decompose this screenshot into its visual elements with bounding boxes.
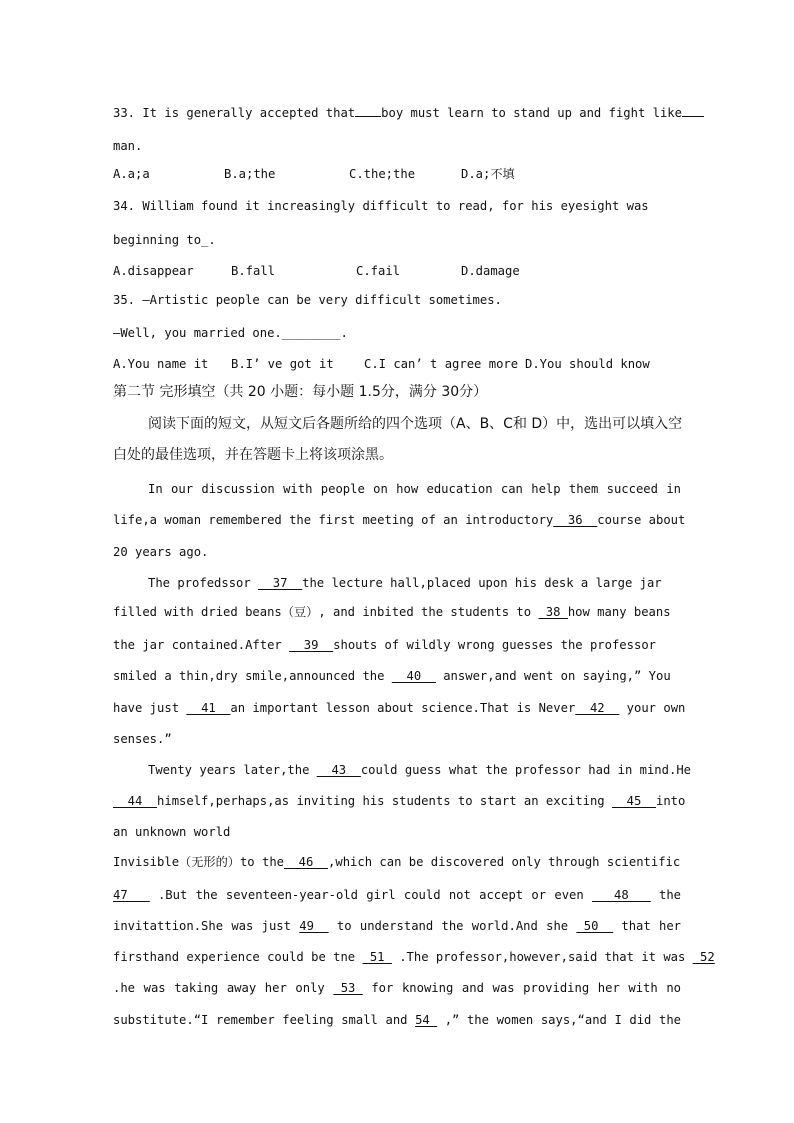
q35-blank[interactable]: ________ xyxy=(281,326,341,340)
passage-text: firsthand experience could be tne xyxy=(113,950,356,964)
passage-text: to understand the world.And she xyxy=(336,919,569,933)
blank-48[interactable]: ___48___ xyxy=(592,888,651,902)
q33-option-a[interactable]: A.a;a xyxy=(113,167,150,181)
section-title: 第二节 完形填空（共 20 小题：每小题 1.5分，满分 30分） xyxy=(113,384,488,400)
passage-text: the xyxy=(658,888,681,902)
passage-line: 20 years ago. xyxy=(113,545,209,559)
passage-line xyxy=(113,918,681,934)
blank-40[interactable]: __40__ xyxy=(391,669,436,683)
passage-text: Invisible（无形的）to the xyxy=(113,855,284,869)
section-instruction-line1: 阅读下面的短文，从短文后各题所给的四个选项（A、B、C和 D）中，选出可以填入空 xyxy=(148,416,683,432)
blank-49[interactable]: 49__ xyxy=(299,919,329,933)
q35-option-c[interactable]: C.I can’ t agree more xyxy=(364,357,519,371)
passage-text: that her xyxy=(621,919,682,933)
q33-option-d[interactable]: D.a;不填 xyxy=(461,167,515,181)
blank-50[interactable]: _50__ xyxy=(576,919,614,933)
q33-option-c[interactable]: C.the;the xyxy=(349,167,416,181)
blank-45[interactable]: __45__ xyxy=(611,794,656,808)
passage-text: your own xyxy=(626,701,686,715)
blank-54[interactable]: 54_ xyxy=(415,1013,438,1027)
passage-line xyxy=(113,637,681,653)
passage-text: have just xyxy=(113,701,180,715)
passage-text: course about xyxy=(597,513,686,527)
passage-text: Twenty years later,the xyxy=(148,763,310,777)
blank-36[interactable]: __36__ xyxy=(553,513,598,527)
passage-line xyxy=(113,980,681,996)
passage-text: .he was taking away her only xyxy=(113,981,325,995)
passage-text: substitute.“I remember feeling small and xyxy=(113,1013,408,1027)
q34-stem-line2: beginning to_. xyxy=(113,233,216,247)
passage-text: himself,perhaps,as inviting his students to start an exciting xyxy=(157,794,605,808)
q35-stem-line1: 35. —Artistic people can be very difficult sometimes. xyxy=(113,293,502,307)
passage-line xyxy=(113,668,681,684)
passage-line: In our discussion with people on how education can help them succeed in xyxy=(148,482,681,496)
passage-text: answer,and went on saying,” You xyxy=(443,669,671,683)
blank-38[interactable]: _38_ xyxy=(538,605,568,619)
q33-stem-part: boy must learn to stand up and fight like xyxy=(381,106,682,120)
blank-52[interactable]: _52 xyxy=(692,950,715,964)
passage-line xyxy=(113,700,686,716)
blank-47[interactable]: 47___ xyxy=(113,888,150,902)
q35-option-d[interactable]: D.You should know xyxy=(525,357,650,371)
passage-text: shouts of wildly wrong guesses the professor xyxy=(333,638,656,652)
blank-37[interactable]: __37__ xyxy=(258,576,303,590)
blank-51[interactable]: _51_ xyxy=(362,950,392,964)
q35-option-b[interactable]: B.I’ ve got it xyxy=(231,357,334,371)
passage-line xyxy=(113,1012,681,1028)
q35-stem-end: . xyxy=(340,326,348,340)
passage-text: the lecture hall,placed upon his desk a large jar xyxy=(302,576,662,590)
passage-text: for knowing and was providing her with no xyxy=(371,981,682,995)
passage-text: smiled a thin,dry smile,announced the xyxy=(113,669,385,683)
passage-line xyxy=(113,604,681,620)
passage-line: senses.” xyxy=(113,732,172,746)
q34-option-c[interactable]: C.fail xyxy=(356,264,401,278)
passage-text: The profedssor xyxy=(148,576,251,590)
q34-option-a[interactable]: A.disappear xyxy=(113,264,194,278)
blank-53[interactable]: _53_ xyxy=(333,981,363,995)
passage-text: ,” the women says,“and I did the xyxy=(444,1013,681,1027)
passage-line: an unknown world xyxy=(113,825,231,839)
passage-text: could guess what the professor had in mind.He xyxy=(360,763,691,777)
q35-stem-part: —Well, you married one. xyxy=(113,326,282,340)
blank-43[interactable]: __43__ xyxy=(316,763,361,777)
passage-text: .But the seventeen-year-old girl could not accept or even xyxy=(157,888,584,902)
passage-line xyxy=(113,854,681,870)
q34-option-b[interactable]: B.fall xyxy=(231,264,276,278)
q33-option-b[interactable]: B.a;the xyxy=(224,167,276,181)
passage-line xyxy=(113,793,686,809)
q34-option-d[interactable]: D.damage xyxy=(461,264,520,278)
passage-text: into xyxy=(656,794,686,808)
blank-46[interactable]: __46__ xyxy=(284,855,329,869)
passage-text: .The professor,however,said that it was xyxy=(399,950,686,964)
q33-blank-1[interactable] xyxy=(355,105,381,117)
q34-stem-line1: 34. William found it increasingly difficult to read, for his eyesight was xyxy=(113,199,649,213)
q33-stem-line1 xyxy=(113,105,681,121)
blank-41[interactable]: __41__ xyxy=(186,701,231,715)
q33-stem-line2: man. xyxy=(113,139,143,153)
blank-39[interactable]: __39__ xyxy=(289,638,334,652)
passage-text: filled with dried beans（豆）, and inbited the students to xyxy=(113,605,532,619)
q33-blank-2[interactable] xyxy=(682,105,704,117)
passage-text: how many beans xyxy=(567,605,671,619)
passage-text: ,which can be discovered only through scientific xyxy=(328,855,681,869)
passage-text: life,a woman remembered the first meeting of an introductory xyxy=(113,513,554,527)
passage-text: an important lesson about science.That is Never xyxy=(230,701,576,715)
q35-option-a[interactable]: A.You name it xyxy=(113,357,209,371)
blank-44[interactable]: __44__ xyxy=(113,794,158,808)
passage-line xyxy=(113,949,715,965)
q35-stem-line2 xyxy=(113,325,681,341)
passage-line xyxy=(148,575,681,591)
passage-text: invitattion.She was just xyxy=(113,919,291,933)
blank-42[interactable]: __42__ xyxy=(575,701,620,715)
passage-line xyxy=(148,762,691,778)
passage-line xyxy=(113,512,686,528)
q33-stem-part: 33. It is generally accepted that xyxy=(113,106,356,120)
section-instruction-line2: 白处的最佳选项，并在答题卡上将该项涂黑。 xyxy=(113,447,393,463)
passage-text: the jar contained.After xyxy=(113,638,282,652)
passage-line xyxy=(113,887,681,903)
